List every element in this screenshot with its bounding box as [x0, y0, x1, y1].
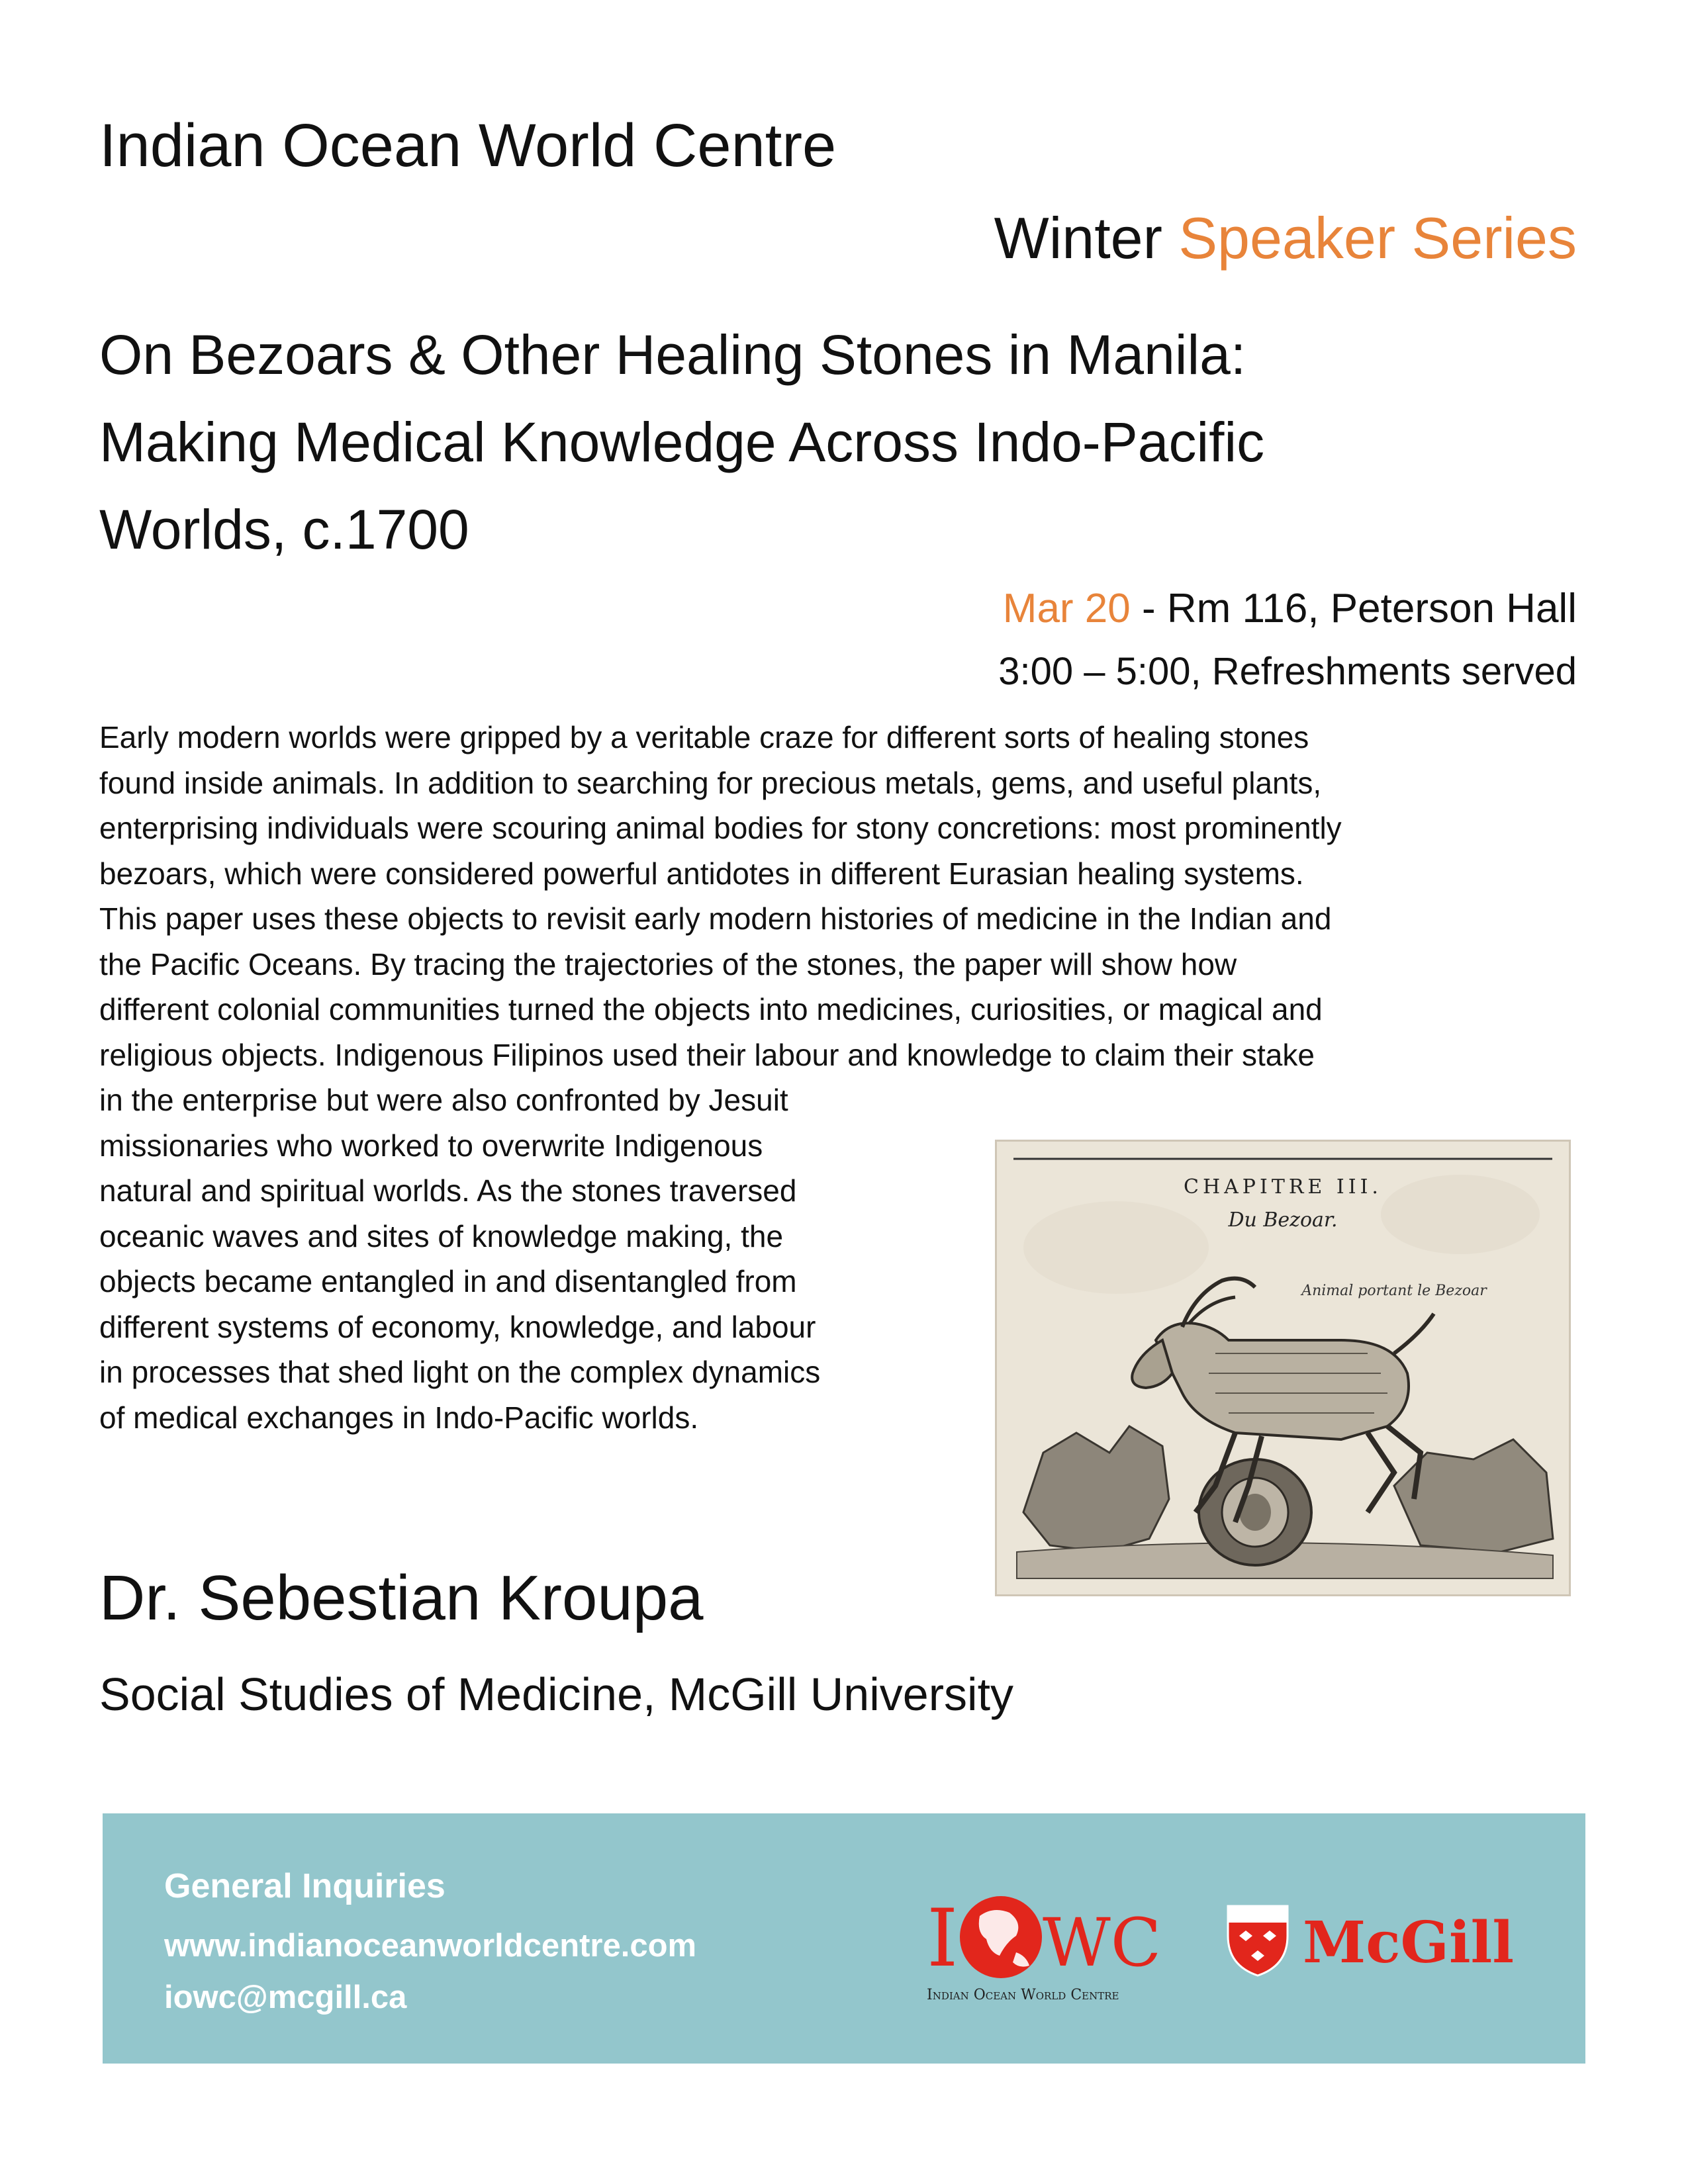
abstract-line: in processes that shed light on the complex dynamics [99, 1355, 821, 1389]
series-heading [994, 199, 1577, 278]
abstract-line: of medical exchanges in Indo-Pacific worlds. [99, 1400, 699, 1435]
abstract-line: found inside animals. In addition to searching for precious metals, gems, and useful plants, [99, 765, 1322, 800]
abstract-line: missionaries who worked to overwrite Indigenous [99, 1128, 763, 1163]
talk-title-line: On Bezoars & Other Healing Stones in Manila: [99, 324, 1246, 386]
iowc-logo [927, 1876, 1178, 2009]
abstract-line: enterprising individuals were scouring animal bodies for stony concretions: most prominently [99, 811, 1342, 845]
email-link[interactable]: iowc@mcgill.ca [164, 1979, 407, 2015]
talk-subtitle-line: Worlds, c.1700 [99, 498, 469, 561]
series-prefix: Winter [994, 205, 1162, 271]
talk-title [99, 311, 1609, 573]
event-location: - Rm 116, Peterson Hall [1130, 586, 1577, 631]
abstract-line: religious objects. Indigenous Filipinos used their labour and knowledge to claim their stake [99, 1037, 1315, 1072]
inquiries-label: General Inquiries [164, 1867, 445, 1905]
iowc-logo-subtitle: Indian Ocean World Centre [927, 1987, 1119, 2003]
mcgill-logo [1225, 1899, 1536, 1979]
event-date-location [1003, 576, 1577, 642]
series-accent: Speaker Series [1178, 205, 1577, 271]
abstract-line: This paper uses these objects to revisit early modern histories of medicine in the Indian and [99, 901, 1332, 936]
abstract-line: different colonial communities turned the objects into medicines, curiosities, or magical and [99, 992, 1323, 1026]
animal-caption: Animal portant le Bezoar [1301, 1283, 1487, 1299]
speaker-affiliation: Social Studies of Medicine, McGill University [99, 1668, 1014, 1720]
abstract-line: natural and spiritual worlds. As the stones traversed [99, 1173, 797, 1208]
abstract-line: bezoars, which were considered powerful antidotes in different Eurasian healing systems. [99, 856, 1304, 891]
event-date: Mar 20 [1002, 586, 1131, 631]
iowc-logo-graphic [927, 1876, 1178, 2009]
speaker-name: Dr. Sebestian Kroupa [99, 1563, 704, 1633]
mcgill-logo-text: McGill [1303, 1909, 1515, 1976]
engraving-illustration [997, 1142, 1569, 1594]
chapter-label: CHAPITRE III. [1184, 1175, 1382, 1199]
abstract-line: Early modern worlds were gripped by a veritable craze for different sorts of healing stones [99, 720, 1309, 754]
website-link[interactable]: www.indianoceanworldcentre.com [164, 1928, 697, 1964]
mcgill-logo-graphic [1225, 1899, 1536, 1979]
organization-title: Indian Ocean World Centre [99, 112, 837, 179]
abstract-line: different systems of economy, knowledge, and labour [99, 1309, 816, 1344]
abstract-line: the Pacific Oceans. By tracing the trajectories of the stones, the paper will show how [99, 946, 1237, 981]
abstract-line: objects became entangled in and disentangled from [99, 1264, 797, 1298]
talk-subtitle-line: Making Medical Knowledge Across Indo-Pacific [99, 411, 1265, 473]
svg-text:I: I [927, 1893, 959, 1985]
bezoar-engraving-image [995, 1140, 1571, 1596]
event-time: 3:00 – 5:00, Refreshments served [998, 650, 1577, 693]
svg-text:WC: WC [1043, 1904, 1162, 1981]
abstract-line: oceanic waves and sites of knowledge making, the [99, 1218, 784, 1253]
chapter-heading: Du Bezoar. [1228, 1208, 1338, 1232]
abstract-line: in the enterprise but were also confronted by Jesuit [99, 1083, 788, 1117]
footer-contact-panel [103, 1813, 1585, 2064]
